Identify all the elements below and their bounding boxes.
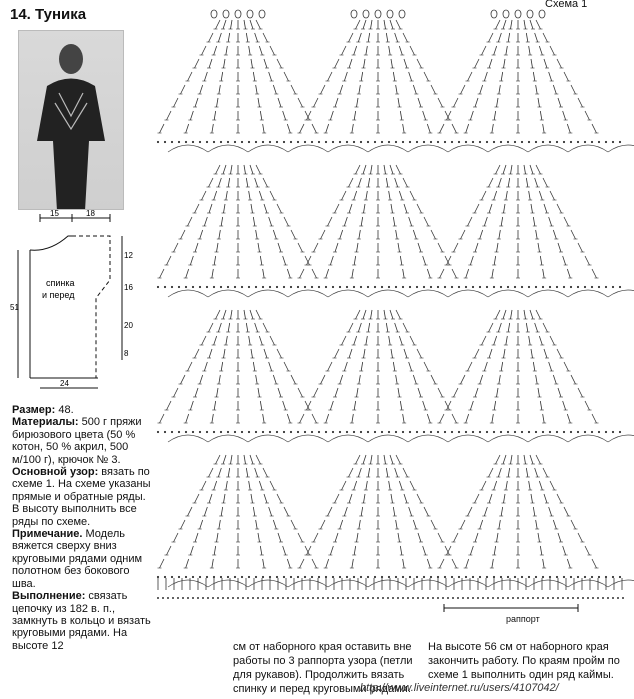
rapport-label: раппорт	[506, 614, 540, 624]
page-title: 14. Туника	[10, 6, 87, 23]
crochet-diagram	[148, 0, 634, 640]
note-label: Примечание.	[12, 528, 83, 541]
execution-value: связать цепочку из 182 в. п., замкнуть в кольцо и вязать круговыми рядами. На высоте 12	[12, 590, 151, 652]
dim-8: 8	[124, 349, 129, 358]
main-pattern-label: Основной узор:	[12, 466, 99, 479]
schematic-label-1: спинка	[46, 278, 75, 288]
size-value: 48.	[55, 404, 74, 416]
watermark: http://www.liveinternet.ru/users/4107042/	[360, 682, 559, 694]
instructions-right: На высоте 56 см от наборного края закончить работу. По краям пройм по схеме 1 выполнить один ряд каймы.	[428, 641, 620, 681]
note-value: Модель вяжется сверху вниз круговыми рядами одним полотном без бокового шва.	[12, 528, 143, 590]
dim-18: 18	[86, 210, 95, 218]
instructions-left	[12, 404, 152, 652]
model-silhouette-icon	[19, 31, 123, 209]
model-photo	[18, 30, 124, 210]
dim-20: 20	[124, 321, 133, 330]
dim-16: 16	[124, 283, 133, 292]
materials-value: 500 г пряжи бирюзового цвета (50 % котон, 50 % акрил, 500 м/100 г), крючок № 3.	[12, 416, 142, 466]
dim-15: 15	[50, 210, 59, 218]
instructions-middle: см от наборного края оставить вне работы по 3 раппорта узора (петли для рукавов). Продолжить вязать спинку и перед круговыми рядами.	[233, 641, 413, 695]
crochet-diagram-svg	[148, 0, 634, 640]
dim-12: 12	[124, 251, 133, 260]
pattern-schematic	[10, 210, 150, 390]
execution-label: Выполнение:	[12, 590, 86, 603]
main-pattern-value: вязать по схеме 1. На схеме указаны прямые и обратные ряды. В высоту выполнить все ряды по схеме.	[12, 466, 151, 528]
dim-24: 24	[60, 379, 69, 388]
size-label: Размер:	[12, 404, 56, 416]
materials-label: Материалы:	[12, 416, 79, 429]
scheme-label: Схема 1	[545, 0, 588, 10]
schematic-label-2: и перед	[42, 290, 75, 300]
dim-51: 51	[10, 303, 19, 312]
